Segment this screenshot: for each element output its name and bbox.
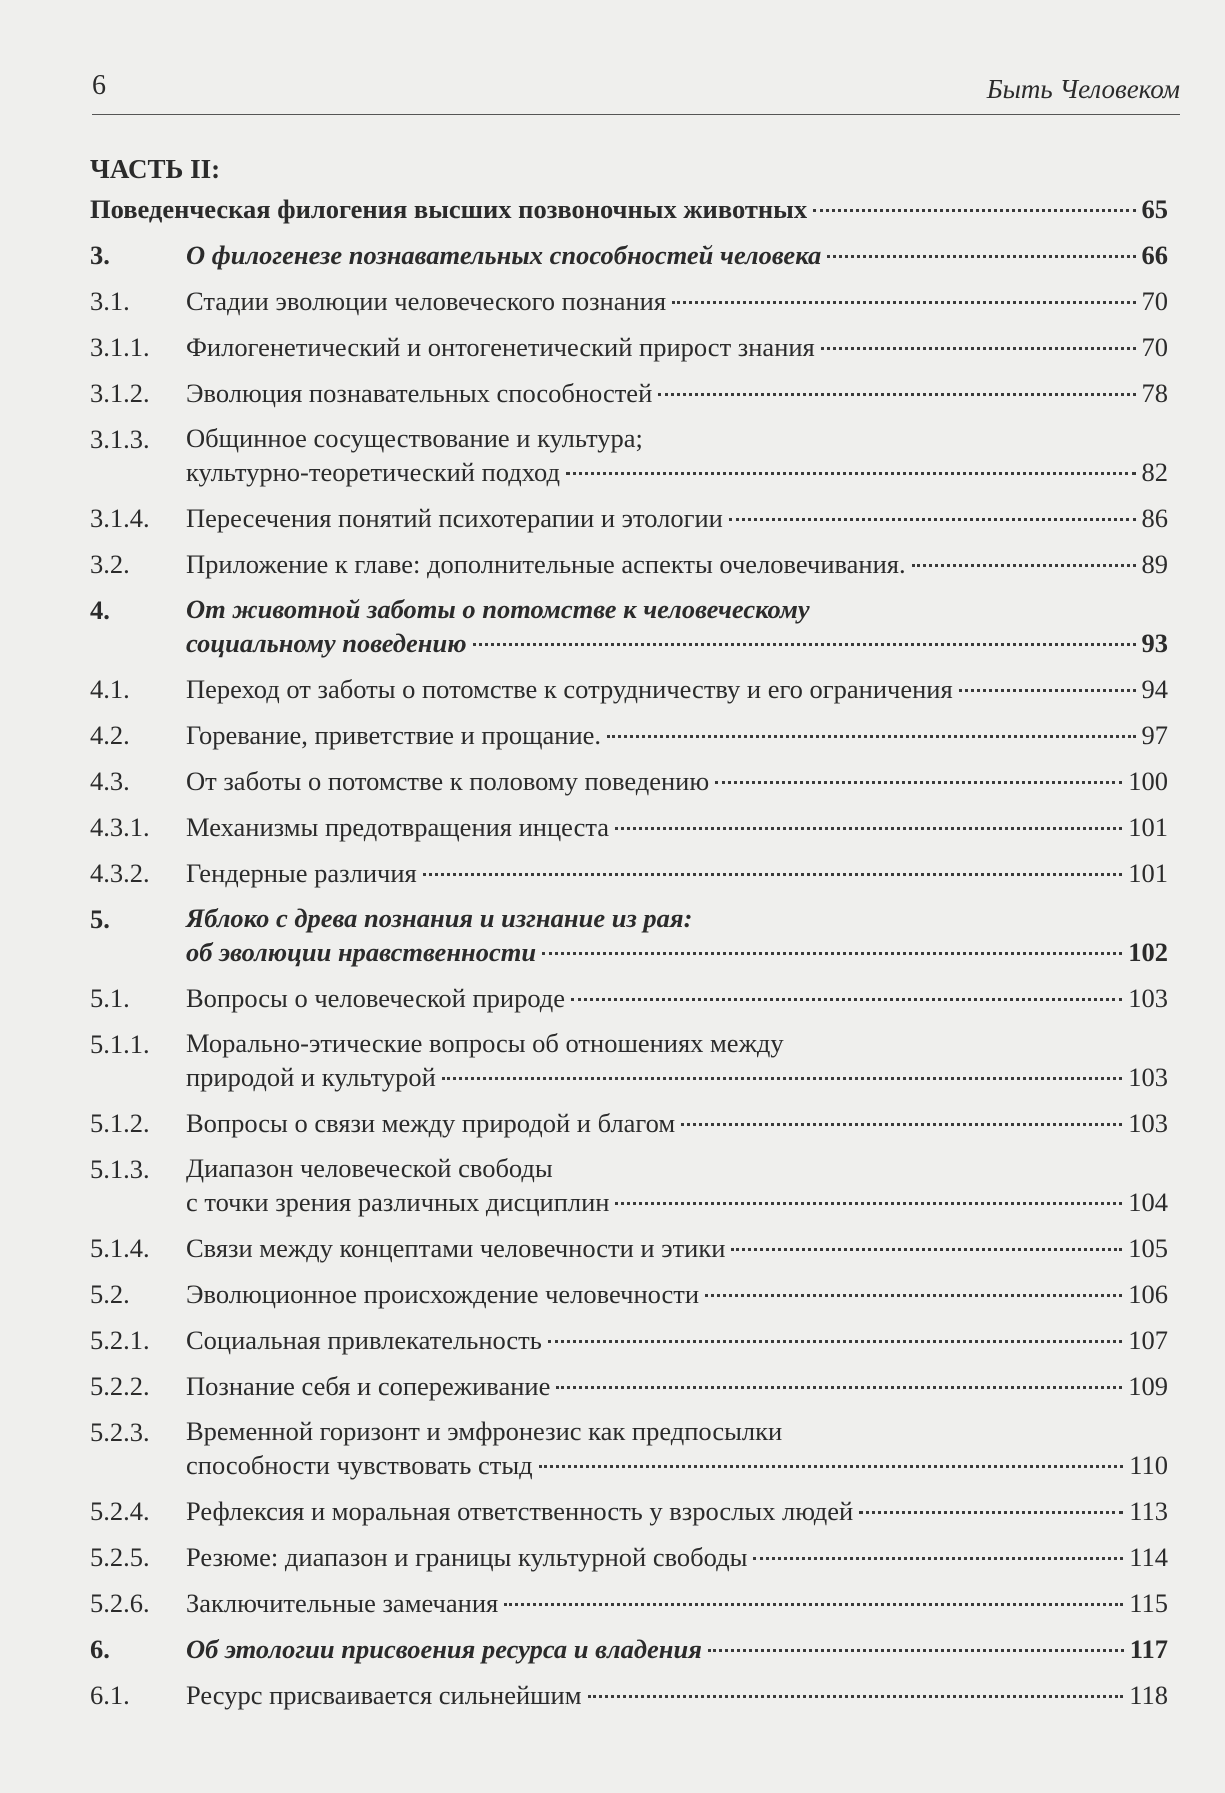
entry-number: 5.2.5. — [90, 1542, 150, 1572]
dot-leader — [912, 564, 1136, 567]
dot-leader — [423, 873, 1123, 876]
entry-number: 3. — [90, 240, 110, 270]
toc-chapter-entry — [90, 1626, 1168, 1672]
entry-title: Эволюция познавательных способностей — [186, 378, 653, 408]
entry-number: 3.1.2. — [90, 378, 150, 408]
toc-entry — [90, 1021, 1168, 1100]
dot-leader — [681, 1123, 1122, 1126]
header-rule — [92, 114, 1180, 115]
entry-page-number: 105 — [1128, 1233, 1168, 1263]
entry-number: 3.1.3. — [90, 424, 150, 454]
dot-leader — [672, 301, 1135, 304]
entry-title: Эволюционное происхождение человечности — [186, 1279, 700, 1309]
toc-entry — [90, 1225, 1168, 1271]
toc-entry — [90, 1100, 1168, 1146]
entry-number: 5.1.2. — [90, 1108, 150, 1138]
entry-title-line1: От животной заботы о потомстве к человеческому — [186, 594, 810, 624]
table-of-contents — [90, 152, 1168, 1718]
entry-page-number: 101 — [1128, 858, 1168, 888]
entry-title: Об этологии присвоения ресурса и владения — [186, 1634, 702, 1664]
entry-title: Приложение к главе: дополнительные аспекты очеловечивания. — [186, 549, 906, 579]
toc-entry — [90, 416, 1168, 495]
dot-leader — [859, 1511, 1123, 1514]
toc-entry — [90, 1488, 1168, 1534]
dot-leader — [715, 781, 1122, 784]
toc-entry — [90, 758, 1168, 804]
entry-title-line1: Морально-этические вопросы об отношениях между — [186, 1028, 784, 1058]
entry-number: 4.3. — [90, 766, 130, 796]
entry-title: Связи между концептами человечности и этики — [186, 1233, 726, 1263]
entry-title-line1: Яблоко с древа познания и изгнание из рая: — [186, 903, 693, 933]
dot-leader — [615, 827, 1122, 830]
entry-page-number: 103 — [1128, 1108, 1168, 1138]
entry-title: способности чувствовать стыд — [186, 1450, 533, 1480]
dot-leader — [708, 1649, 1124, 1652]
toc-entry — [90, 495, 1168, 541]
entry-page-number: 109 — [1128, 1371, 1168, 1401]
toc-entry — [90, 712, 1168, 758]
toc-chapter-entry — [90, 896, 1168, 975]
entry-number: 6.1. — [90, 1680, 130, 1710]
part-title: Поведенческая филогения высших позвоночных животных — [90, 194, 808, 224]
dot-leader — [705, 1294, 1122, 1297]
entry-title: об эволюции нравственности — [186, 937, 537, 967]
toc-entry — [90, 1409, 1168, 1488]
entry-title: Переход от заботы о потомстве к сотрудничеству и его ограничения — [186, 674, 953, 704]
entry-number: 4.3.2. — [90, 858, 150, 888]
toc-entry — [90, 666, 1168, 712]
page-header — [92, 62, 1180, 118]
toc-entry — [90, 1271, 1168, 1317]
entry-page-number: 100 — [1128, 766, 1168, 796]
entry-title: Пересечения понятий психотерапии и этологии — [186, 503, 723, 533]
dot-leader — [473, 643, 1136, 646]
entry-page-number: 114 — [1129, 1542, 1168, 1572]
entry-number: 5.2.2. — [90, 1371, 150, 1401]
entry-title: культурно-теоретический подход — [186, 457, 560, 487]
toc-entry — [90, 278, 1168, 324]
toc-entry — [90, 804, 1168, 850]
entry-number: 5.2.4. — [90, 1496, 150, 1526]
entry-number: 5.2.3. — [90, 1417, 150, 1447]
dot-leader — [504, 1603, 1123, 1606]
entry-page-number: 103 — [1128, 983, 1168, 1013]
entry-page-number: 101 — [1128, 812, 1168, 842]
entry-number: 3.1.1. — [90, 332, 150, 362]
dot-leader — [731, 1248, 1122, 1251]
toc-entry — [90, 324, 1168, 370]
dot-leader — [556, 1386, 1122, 1389]
entry-number: 5.1. — [90, 983, 130, 1013]
entry-number: 4.3.1. — [90, 812, 150, 842]
entry-number: 5. — [90, 904, 110, 934]
entry-number: 3.2. — [90, 549, 130, 579]
entry-page-number: 106 — [1128, 1279, 1168, 1309]
entry-title: Механизмы предотвращения инцеста — [186, 812, 610, 842]
entry-title: Вопросы о человеческой природе — [186, 983, 566, 1013]
entry-page-number: 113 — [1129, 1496, 1168, 1526]
toc-entry — [90, 1534, 1168, 1580]
entry-title: Ресурс присваивается сильнейшим — [186, 1680, 582, 1710]
entry-page-number: 107 — [1128, 1325, 1168, 1355]
toc-entry — [90, 850, 1168, 896]
part-page: 65 — [1141, 194, 1168, 224]
entry-number: 6. — [90, 1634, 110, 1664]
entry-title: Социальная привлекательность — [186, 1325, 542, 1355]
entry-title: Рефлексия и моральная ответственность у взрослых людей — [186, 1496, 854, 1526]
entry-number: 5.2.1. — [90, 1325, 150, 1355]
part-title-entry — [90, 186, 1168, 232]
page-number: 6 — [92, 70, 106, 101]
running-title: Быть Человеком — [986, 74, 1180, 104]
dot-leader — [566, 472, 1136, 475]
toc-chapter-entry — [90, 587, 1168, 666]
entry-page-number: 97 — [1141, 720, 1168, 750]
dot-leader — [959, 689, 1136, 692]
entry-title: От заботы о потомстве к половому поведению — [186, 766, 710, 796]
dot-leader — [548, 1340, 1122, 1343]
dot-leader — [607, 735, 1135, 738]
entry-page-number: 78 — [1141, 378, 1168, 408]
dot-leader — [821, 347, 1136, 350]
entry-title: Вопросы о связи между природой и благом — [186, 1108, 676, 1138]
toc-entry — [90, 975, 1168, 1021]
entry-number: 4.1. — [90, 674, 130, 704]
entry-title: Горевание, приветствие и прощание. — [186, 720, 602, 750]
entry-page-number: 89 — [1141, 549, 1168, 579]
toc-entry — [90, 370, 1168, 416]
toc-entry — [90, 1317, 1168, 1363]
entry-page-number: 115 — [1129, 1588, 1168, 1618]
toc-entry — [90, 1146, 1168, 1225]
entry-number: 4.2. — [90, 720, 130, 750]
entry-page-number: 94 — [1141, 674, 1168, 704]
entry-page-number: 104 — [1128, 1187, 1168, 1217]
dot-leader — [827, 255, 1135, 258]
entry-number: 5.1.3. — [90, 1154, 150, 1184]
dot-leader — [729, 518, 1136, 521]
entry-title: О филогенезе познавательных способностей человека — [186, 240, 822, 270]
entry-title: природой и культурой — [186, 1062, 436, 1092]
toc-entry — [90, 1672, 1168, 1718]
entry-page-number: 93 — [1141, 628, 1168, 658]
entry-page-number: 86 — [1141, 503, 1168, 533]
entry-page-number: 117 — [1129, 1634, 1168, 1664]
dot-leader — [442, 1077, 1123, 1080]
entry-title: с точки зрения различных дисциплин — [186, 1187, 610, 1217]
dot-leader — [753, 1557, 1123, 1560]
entry-number: 5.2. — [90, 1279, 130, 1309]
entry-title-line1: Общинное сосуществование и культура; — [186, 423, 643, 453]
entry-page-number: 110 — [1129, 1450, 1168, 1480]
toc-entry — [90, 1363, 1168, 1409]
toc-entry — [90, 1580, 1168, 1626]
entry-title: Заключительные замечания — [186, 1588, 499, 1618]
entry-title-line1: Диапазон человеческой свободы — [186, 1153, 553, 1183]
entry-number: 3.1.4. — [90, 503, 150, 533]
entry-title: Филогенетический и онтогенетический прирост знания — [186, 332, 815, 362]
entry-page-number: 82 — [1141, 457, 1168, 487]
dot-leader — [539, 1465, 1124, 1468]
entry-page-number: 70 — [1141, 286, 1168, 316]
dot-leader — [542, 952, 1122, 955]
entry-page-number: 66 — [1141, 240, 1168, 270]
entry-number: 5.1.1. — [90, 1029, 150, 1059]
entry-title: социальному поведению — [186, 628, 467, 658]
entry-page-number: 102 — [1128, 937, 1168, 967]
toc-chapter-entry — [90, 232, 1168, 278]
dot-leader — [615, 1202, 1122, 1205]
dot-leader — [588, 1695, 1124, 1698]
toc-entry — [90, 541, 1168, 587]
entry-page-number: 118 — [1129, 1680, 1168, 1710]
entry-page-number: 103 — [1128, 1062, 1168, 1092]
entry-page-number: 70 — [1141, 332, 1168, 362]
dot-leader — [571, 998, 1122, 1001]
entry-number: 3.1. — [90, 286, 130, 316]
entry-title: Стадии эволюции человеческого познания — [186, 286, 667, 316]
entry-title: Познание себя и сопереживание — [186, 1371, 551, 1401]
part-label: ЧАСТЬ II: — [90, 154, 221, 184]
entry-title-line1: Временной горизонт и эмфронезис как предпосылки — [186, 1416, 783, 1446]
dot-leader — [813, 209, 1135, 212]
dot-leader — [658, 393, 1135, 396]
entry-title: Гендерные различия — [186, 858, 417, 888]
entry-number: 4. — [90, 595, 110, 625]
entry-title: Резюме: диапазон и границы культурной свободы — [186, 1542, 748, 1572]
entry-number: 5.2.6. — [90, 1588, 150, 1618]
entry-number: 5.1.4. — [90, 1233, 150, 1263]
